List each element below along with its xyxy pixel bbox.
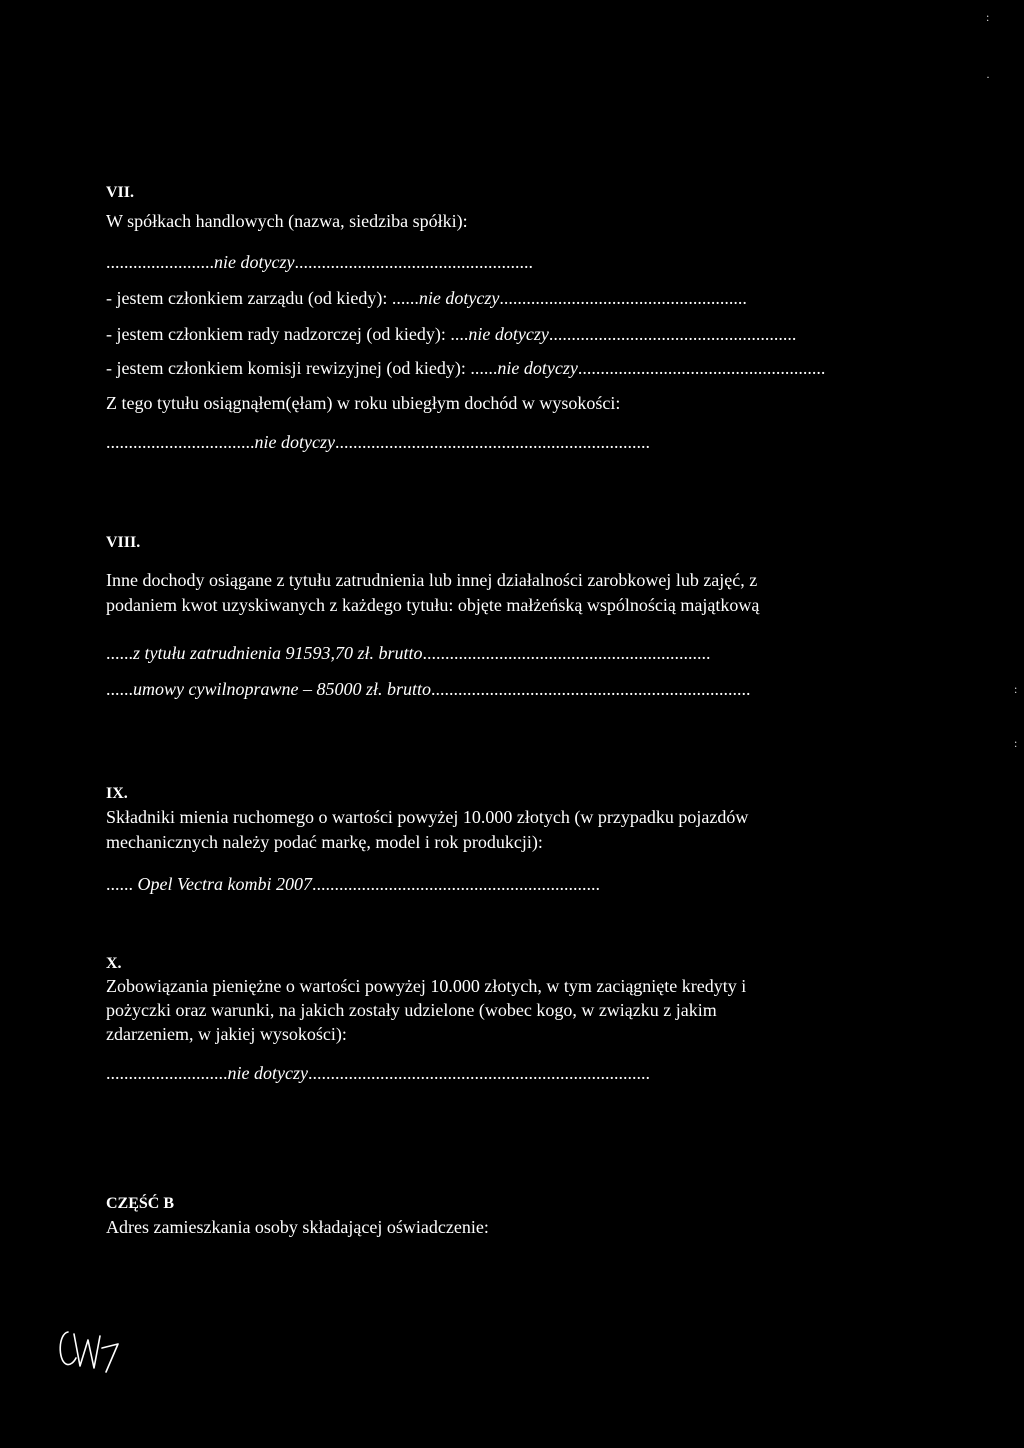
leader-dots: ....................................................... [548, 324, 797, 344]
section-text: mechanicznych należy podać markę, model i rok produkcji): [106, 832, 543, 852]
section-text: zdarzeniem, w jakiej wysokości): [106, 1024, 347, 1044]
leader-dots: ...... [106, 874, 138, 894]
leader-dots: ...... [106, 643, 133, 663]
board-field [106, 287, 747, 309]
section-text: Zobowiązania pieniężne o wartości powyżej 10.000 złotych, w tym zaciągnięte kredyty i [106, 976, 747, 996]
leader-dots: ...... [470, 358, 498, 378]
section-heading: VIII. [106, 534, 141, 551]
leader-dots: ................................. [106, 432, 255, 452]
company-field [106, 251, 533, 273]
section-title: W spółkach handlowych (nazwa, siedziba spółki): [106, 211, 468, 231]
debts-field [106, 1062, 650, 1084]
leader-dots: ............................................................................ [307, 1063, 650, 1083]
leader-dots: ....................................................... [577, 358, 826, 378]
field-label: - jestem członkiem zarządu (od kiedy): [106, 288, 388, 308]
field-label: - jestem członkiem rady nadzorczej (od kiedy): [106, 324, 446, 344]
leader-dots: ...... [391, 288, 419, 308]
section-text: Inne dochody osiągane z tytułu zatrudnienia lub innej działalności zarobkowej lub zajęć, z [106, 570, 758, 590]
leader-dots: .... [450, 324, 469, 344]
field-value: nie dotyczy [214, 252, 295, 272]
vehicle-field [106, 873, 600, 895]
part-heading: CZĘŚĆ B [106, 1195, 175, 1212]
scan-mark: : [986, 10, 990, 24]
supervisory-field [106, 323, 796, 345]
leader-dots: ...................................................................... [334, 432, 650, 452]
section-text: pożyczki oraz warunki, na jakich zostały udzielone (wobec kogo, w związku z jakim [106, 1000, 717, 1020]
leader-dots: ..................................................... [294, 252, 533, 272]
field-value: nie dotyczy [468, 324, 549, 344]
leader-dots: ....................................................... [499, 288, 747, 308]
leader-dots: ................................................................ [422, 643, 711, 663]
section-heading: VII. [106, 184, 135, 201]
leader-dots: ................................................................ [311, 874, 600, 894]
income-field [106, 431, 650, 453]
section-heading: IX. [106, 785, 128, 802]
leader-dots: ........................... [106, 1063, 228, 1083]
scan-mark: : [1014, 682, 1018, 696]
scan-mark: : [1014, 736, 1018, 750]
field-value: nie dotyczy [497, 358, 578, 378]
leader-dots: ....................................................................... [431, 679, 751, 699]
section-text: podaniem kwot uzyskiwanych z każdego tytułu: objęte małżeńską wspólnością majątkową [106, 595, 760, 615]
leader-dots: ........................ [106, 252, 214, 272]
field-value: nie dotyczy [418, 288, 500, 308]
field-value: z tytułu zatrudnienia 91593,70 zł. brutto [133, 643, 423, 663]
section-text: Składniki mienia ruchomego o wartości powyżej 10.000 złotych (w przypadku pojazdów [106, 807, 749, 827]
field-value: Opel Vectra kombi 2007 [137, 874, 312, 894]
leader-dots: ...... [106, 679, 133, 699]
signature-initials [54, 1326, 124, 1376]
audit-field [106, 357, 825, 379]
scan-mark: · [986, 70, 990, 84]
field-value: nie dotyczy [227, 1063, 308, 1083]
income-entry [106, 642, 711, 664]
income-label: Z tego tytułu osiągnąłem(ęłam) w roku ubiegłym dochód w wysokości: [106, 393, 621, 413]
field-label: - jestem członkiem komisji rewizyjnej (od kiedy): [106, 358, 466, 378]
part-title: Adres zamieszkania osoby składającej oświadczenie: [106, 1217, 489, 1237]
section-heading: X. [106, 955, 122, 972]
income-entry [106, 678, 751, 700]
field-value: umowy cywilnoprawne – 85000 zł. brutto [133, 679, 431, 699]
field-value: nie dotyczy [254, 432, 335, 452]
